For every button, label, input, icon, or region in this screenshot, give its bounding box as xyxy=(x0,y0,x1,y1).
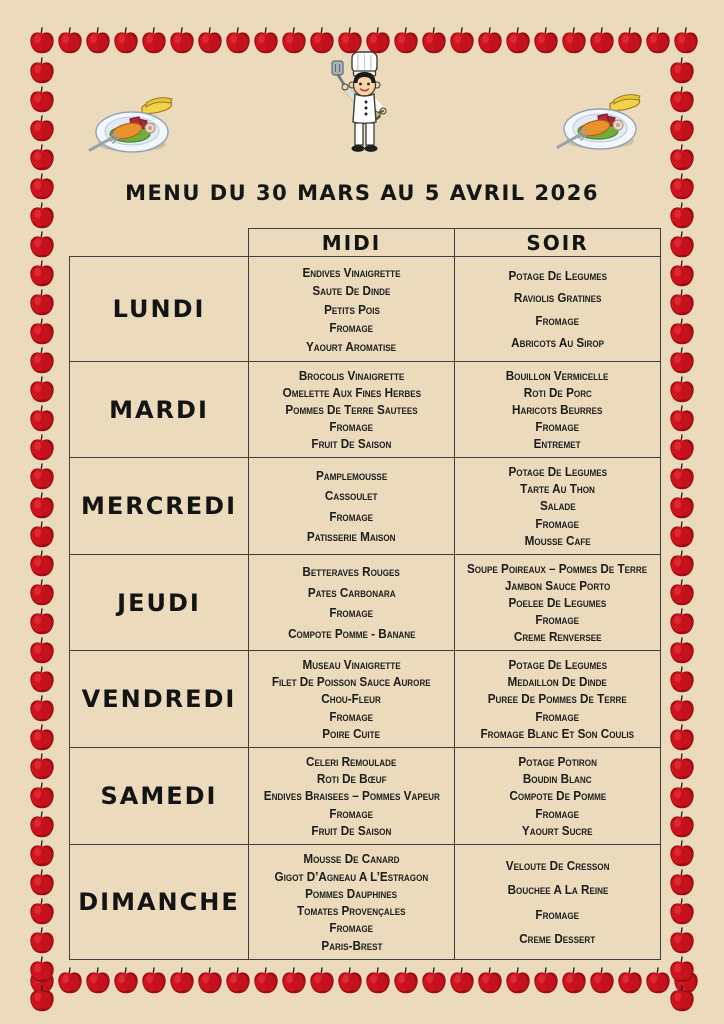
apple-icon xyxy=(28,491,56,520)
menu-item: Fromage Blanc Et Son Coulis xyxy=(480,725,635,741)
menu-item: Fromage xyxy=(329,605,374,621)
menu-item: Saute De Dinde xyxy=(312,283,391,298)
menu-item: Yaourt Sucre xyxy=(522,822,593,838)
apple-icon xyxy=(504,966,532,995)
day-label: LUNDI xyxy=(69,257,249,362)
apple-icon xyxy=(28,926,56,955)
menu-item: Bouchee A La Reine xyxy=(507,882,608,898)
apple-icon xyxy=(28,259,56,288)
apple-icon xyxy=(336,966,364,995)
menu-item: Pates Carbonara xyxy=(307,584,396,600)
apple-icon xyxy=(28,288,56,317)
apple-icon xyxy=(28,578,56,607)
day-label: VENDREDI xyxy=(69,651,249,748)
apple-icon xyxy=(448,966,476,995)
menu-item: Patisserie Maison xyxy=(307,529,396,545)
midi-menu-cell xyxy=(249,555,455,651)
apple-icon xyxy=(28,897,56,926)
apple-icon xyxy=(668,346,696,375)
apple-icon xyxy=(668,375,696,404)
menu-table xyxy=(69,228,661,960)
day-label: JEUDI xyxy=(69,555,249,651)
menu-item: Omelette Aux Fines Herbes xyxy=(282,385,421,400)
apple-icon xyxy=(668,607,696,636)
menu-item: Cassoulet xyxy=(325,488,378,504)
soir-menu-cell xyxy=(455,845,661,960)
menu-item: Haricots Beurres xyxy=(512,402,603,417)
soir-menu-cell xyxy=(455,651,661,748)
apple-icon xyxy=(140,26,168,55)
apple-icon xyxy=(668,810,696,839)
apple-icon xyxy=(28,520,56,549)
apple-icon xyxy=(28,839,56,868)
apple-icon xyxy=(532,26,560,55)
chef-icon xyxy=(325,50,403,167)
menu-item: Mousse De Canard xyxy=(303,851,400,867)
day-label: MARDI xyxy=(69,362,249,458)
apple-icon xyxy=(392,966,420,995)
menu-item: Gigot D’Agneau A L’Estragon xyxy=(274,868,429,884)
menu-item: Potage De Legumes xyxy=(508,464,607,480)
apple-icon xyxy=(668,433,696,462)
apple-icon xyxy=(28,317,56,346)
apple-icon xyxy=(672,26,700,55)
apple-icon xyxy=(28,723,56,752)
soir-menu-cell xyxy=(455,458,661,555)
apple-icon xyxy=(668,868,696,897)
menu-item: Veloute De Cresson xyxy=(505,858,610,874)
apple-icon xyxy=(668,897,696,926)
food-plate-icon xyxy=(552,92,646,161)
apple-icon xyxy=(668,259,696,288)
menu-item: Potage Potiron xyxy=(518,754,597,770)
apple-icon xyxy=(668,752,696,781)
menu-item: Fruit De Saison xyxy=(311,436,392,451)
apple-icon xyxy=(476,966,504,995)
menu-item: Fromage xyxy=(535,419,580,434)
menu-item: Fromage xyxy=(329,708,374,724)
menu-item: Bouillon Vermicelle xyxy=(506,368,609,383)
menu-item: Jambon Sauce Porto xyxy=(504,578,611,593)
menu-item: Raviolis Gratines xyxy=(513,290,602,306)
menu-item: Compote De Pomme xyxy=(509,788,606,804)
menu-item: Betteraves Rouges xyxy=(302,564,401,580)
menu-item: Fromage xyxy=(329,920,374,936)
apple-icon xyxy=(588,966,616,995)
apple-icon xyxy=(28,56,56,85)
column-header-soir: SOIR xyxy=(455,228,661,257)
midi-menu-cell xyxy=(249,257,455,362)
menu-item: Paris-Brest xyxy=(320,937,383,953)
apple-icon xyxy=(532,966,560,995)
menu-item: Creme Dessert xyxy=(519,930,596,946)
soir-menu-cell xyxy=(455,555,661,651)
apple-icon xyxy=(476,26,504,55)
menu-item: Entremet xyxy=(534,436,581,451)
menu-item: Endives Braisees – Pommes Vapeur xyxy=(263,788,440,804)
apple-icon xyxy=(668,926,696,955)
apple-icon xyxy=(28,143,56,172)
apple-icon xyxy=(28,665,56,694)
apple-icon xyxy=(28,549,56,578)
apple-icon xyxy=(420,26,448,55)
menu-item: Boudin Blanc xyxy=(523,771,592,787)
menu-item: Yaourt Aromatise xyxy=(306,338,397,354)
midi-menu-cell xyxy=(249,458,455,555)
menu-item: Fromage xyxy=(329,419,374,434)
apple-icon xyxy=(504,26,532,55)
day-label: DIMANCHE xyxy=(69,845,249,960)
apple-icon xyxy=(280,966,308,995)
menu-item: Fromage xyxy=(329,320,374,335)
apple-icon xyxy=(56,966,84,995)
menu-item: Endives Vinaigrette xyxy=(302,264,401,280)
menu-item: Tarte Au Thon xyxy=(520,481,595,497)
menu-item: Fromage xyxy=(535,312,580,328)
apple-icon xyxy=(668,665,696,694)
apple-icon xyxy=(168,26,196,55)
menu-item: Roti De Bœuf xyxy=(316,771,387,787)
apple-icon xyxy=(668,201,696,230)
menu-item: Poelee De Legumes xyxy=(508,595,607,610)
apple-icon xyxy=(196,26,224,55)
menu-item: Fromage xyxy=(329,508,374,524)
menu-item: Creme Renversee xyxy=(513,629,602,644)
apple-icon xyxy=(668,143,696,172)
menu-item: Potage De Legumes xyxy=(508,657,607,673)
page-title: MENU DU 30 MARS AU 5 AVRIL 2026 xyxy=(125,181,599,205)
apple-icon xyxy=(56,26,84,55)
menu-item: Tomates Provençales xyxy=(297,903,406,919)
apple-icon xyxy=(28,375,56,404)
apple-icon xyxy=(28,201,56,230)
menu-item: Compote Pomme - Banane xyxy=(287,625,416,641)
apple-icon xyxy=(668,955,696,984)
apple-icon xyxy=(196,966,224,995)
apple-icon xyxy=(364,966,392,995)
apple-icon xyxy=(28,636,56,665)
apple-icon xyxy=(112,26,140,55)
apple-icon xyxy=(668,462,696,491)
apple-icon xyxy=(308,966,336,995)
soir-menu-cell xyxy=(455,362,661,458)
food-plate-icon xyxy=(84,95,178,164)
apple-icon xyxy=(28,404,56,433)
menu-item: Abricots Au Sirop xyxy=(511,334,604,350)
menu-item: Fromage xyxy=(535,906,580,922)
menu-item: Potage De Legumes xyxy=(508,268,607,284)
apple-icon xyxy=(28,346,56,375)
menu-item: Pommes De Terre Sautees xyxy=(285,402,418,417)
menu-item: Pamplemousse xyxy=(315,467,388,483)
apple-icon xyxy=(28,694,56,723)
apple-icon xyxy=(668,723,696,752)
apple-icon xyxy=(28,868,56,897)
apple-icon xyxy=(28,752,56,781)
apple-icon xyxy=(668,984,696,1013)
apple-icon xyxy=(224,966,252,995)
midi-menu-cell xyxy=(249,651,455,748)
midi-menu-cell xyxy=(249,362,455,458)
apple-icon xyxy=(668,636,696,665)
menu-item: Mousse Cafe xyxy=(524,532,591,548)
column-header-midi: MIDI xyxy=(249,228,455,257)
apple-icon xyxy=(28,607,56,636)
menu-item: Brocolis Vinaigrette xyxy=(298,368,405,383)
apple-icon xyxy=(668,520,696,549)
apple-icon xyxy=(588,26,616,55)
apple-icon xyxy=(28,230,56,259)
apple-icon xyxy=(668,230,696,259)
apple-icon xyxy=(252,26,280,55)
menu-item: Fromage xyxy=(535,515,580,531)
apple-icon xyxy=(668,317,696,346)
apple-icon xyxy=(668,288,696,317)
menu-item: Chou-Fleur xyxy=(321,691,382,707)
apple-icon xyxy=(28,781,56,810)
apple-icon xyxy=(668,114,696,143)
apple-icon xyxy=(668,549,696,578)
menu-item: Fromage xyxy=(535,612,580,627)
menu-item: Salade xyxy=(539,498,576,514)
apple-icon xyxy=(28,114,56,143)
apple-icon xyxy=(168,966,196,995)
menu-item: Museau Vinaigrette xyxy=(302,657,401,673)
menu-item: Fruit De Saison xyxy=(311,822,392,838)
table-corner-cell xyxy=(69,228,249,257)
apple-icon xyxy=(668,839,696,868)
apple-icon xyxy=(280,26,308,55)
apple-icon xyxy=(112,966,140,995)
day-label: SAMEDI xyxy=(69,748,249,845)
apple-icon xyxy=(668,578,696,607)
menu-item: Soupe Poireaux – Pommes De Terre xyxy=(467,561,648,576)
apple-icon xyxy=(28,462,56,491)
menu-item: Pommes Dauphines xyxy=(305,885,398,901)
midi-menu-cell xyxy=(249,845,455,960)
apple-icon xyxy=(668,694,696,723)
menu-item: Fromage xyxy=(329,805,374,821)
apple-icon xyxy=(28,85,56,114)
menu-item: Petits Pois xyxy=(323,301,380,317)
menu-item: Fromage xyxy=(535,805,580,821)
apple-icon xyxy=(616,966,644,995)
apple-icon xyxy=(668,781,696,810)
menu-item: Medaillon De Dinde xyxy=(507,674,608,690)
menu-item: Fromage xyxy=(535,708,580,724)
apple-icon xyxy=(28,955,56,984)
apple-icon xyxy=(28,433,56,462)
apple-icon xyxy=(84,26,112,55)
day-label: MERCREDI xyxy=(69,458,249,555)
apple-icon xyxy=(448,26,476,55)
apple-border-bottom xyxy=(28,966,698,996)
apple-icon xyxy=(668,56,696,85)
apple-icon xyxy=(28,810,56,839)
apple-icon xyxy=(140,966,168,995)
apple-icon xyxy=(252,966,280,995)
apple-icon xyxy=(616,26,644,55)
apple-icon xyxy=(560,966,588,995)
menu-item: Celeri Remoulade xyxy=(306,754,397,770)
apple-icon xyxy=(84,966,112,995)
apple-icon xyxy=(668,404,696,433)
apple-icon xyxy=(560,26,588,55)
apple-icon xyxy=(668,85,696,114)
apple-icon xyxy=(28,984,56,1013)
apple-icon xyxy=(420,966,448,995)
soir-menu-cell xyxy=(455,748,661,845)
soir-menu-cell xyxy=(455,257,661,362)
menu-item: Puree De Pommes De Terre xyxy=(487,691,628,707)
midi-menu-cell xyxy=(249,748,455,845)
menu-item: Roti De Porc xyxy=(523,385,592,400)
menu-item: Filet De Poisson Sauce Aurore xyxy=(272,674,431,690)
apple-icon xyxy=(224,26,252,55)
menu-item: Poire Cuite xyxy=(322,725,381,741)
apple-icon xyxy=(644,26,672,55)
apple-icon xyxy=(668,491,696,520)
apple-icon xyxy=(28,26,56,55)
